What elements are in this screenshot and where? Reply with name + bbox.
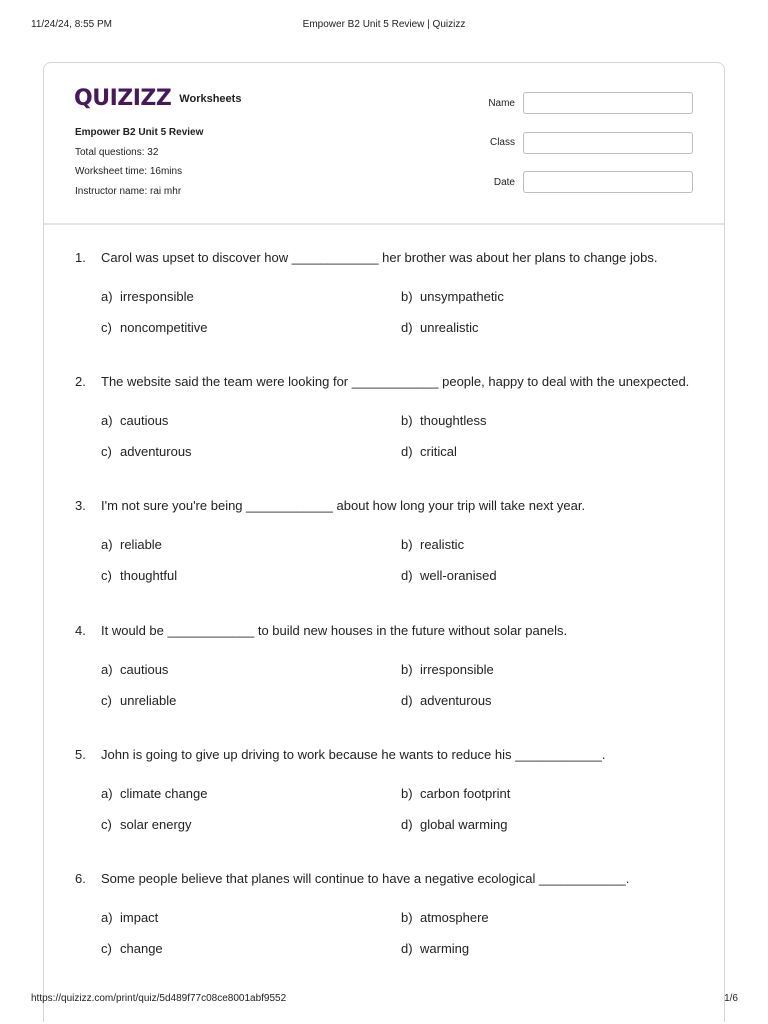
answer-option[interactable] <box>101 537 162 552</box>
option-letter: d) <box>401 568 413 584</box>
option-letter: c) <box>101 816 112 832</box>
answer-option[interactable] <box>101 693 176 708</box>
answer-option[interactable] <box>401 786 510 801</box>
date-label: Date <box>493 177 515 188</box>
option-text: critical <box>420 444 457 460</box>
worksheet-time: Worksheet time: 16mins <box>75 166 183 177</box>
option-text: adventurous <box>420 692 492 708</box>
option-letter: b) <box>401 910 413 925</box>
option-letter: c) <box>101 941 112 956</box>
option-text: thoughtful <box>120 568 178 584</box>
question-text: Carol was upset to discover how ____________ her brother was about her plans to change jobs. <box>101 250 658 265</box>
option-text: realistic <box>420 537 465 553</box>
answer-option[interactable] <box>101 444 192 459</box>
option-letter: b) <box>401 289 413 304</box>
answer-option[interactable] <box>401 817 507 832</box>
option-letter: d) <box>401 444 413 460</box>
worksheet-header <box>44 63 724 225</box>
class-field[interactable] <box>523 132 693 154</box>
class-label: Class <box>489 137 515 148</box>
option-letter: a) <box>101 289 113 304</box>
option-text: cautious <box>120 661 169 677</box>
date-field[interactable] <box>523 171 693 193</box>
option-text: global warming <box>420 816 508 832</box>
option-letter: b) <box>401 785 413 801</box>
option-text: warming <box>420 941 470 956</box>
answer-option[interactable] <box>101 568 177 583</box>
question-number: 6. <box>75 871 86 886</box>
question-number: 1. <box>75 250 86 265</box>
option-letter: d) <box>401 320 413 335</box>
option-text: adventurous <box>120 444 192 460</box>
option-letter: b) <box>401 537 413 553</box>
option-text: irresponsible <box>420 661 494 677</box>
option-text: impact <box>120 910 159 925</box>
answer-option[interactable] <box>401 537 464 552</box>
option-text: cautious <box>120 413 169 429</box>
question-number: 2. <box>75 374 86 390</box>
option-letter: c) <box>101 568 112 584</box>
option-text: noncompetitive <box>120 320 208 335</box>
option-letter: a) <box>101 661 113 677</box>
answer-option[interactable] <box>101 320 207 335</box>
option-text: well-oranised <box>420 568 497 584</box>
option-text: climate change <box>120 785 208 801</box>
quizizz-logo <box>74 83 241 113</box>
option-letter: a) <box>101 785 113 801</box>
answer-option[interactable] <box>401 444 457 459</box>
option-text: unreliable <box>120 692 177 708</box>
option-letter: b) <box>401 661 413 677</box>
answer-option[interactable] <box>401 568 497 583</box>
answer-option[interactable] <box>101 413 168 428</box>
option-letter: a) <box>101 413 113 429</box>
question-text: Some people believe that planes will continue to have a negative ecological ____________. <box>101 871 630 886</box>
option-letter: d) <box>401 816 413 832</box>
option-letter: c) <box>101 692 112 708</box>
answer-option[interactable] <box>101 910 158 925</box>
option-text: unrealistic <box>420 320 479 335</box>
question-number: 3. <box>75 498 86 514</box>
option-text: change <box>120 941 163 956</box>
option-text: thoughtless <box>420 413 487 429</box>
instructor-name: Instructor name: rai mhr <box>75 186 182 197</box>
print-title: Empower B2 Unit 5 Review | Quizizz <box>302 19 466 30</box>
print-footer <box>0 993 768 1007</box>
option-text: atmosphere <box>420 910 489 925</box>
page-number: 1/6 <box>724 993 738 1004</box>
option-text: irresponsible <box>120 289 194 304</box>
answer-option[interactable] <box>101 817 192 832</box>
answer-option[interactable] <box>401 941 469 956</box>
option-letter: c) <box>101 444 112 460</box>
logo-wordmark: QUIZIZZ <box>74 85 172 111</box>
option-letter: b) <box>401 413 413 429</box>
answer-option[interactable] <box>101 289 194 304</box>
name-field[interactable] <box>523 92 693 114</box>
option-letter: d) <box>401 941 413 956</box>
option-text: reliable <box>120 537 162 553</box>
answer-option[interactable] <box>101 786 207 801</box>
worksheet-card <box>43 62 725 1022</box>
question-text: It would be ____________ to build new houses in the future without solar panels. <box>101 622 568 638</box>
option-letter: a) <box>101 910 113 925</box>
print-datetime: 11/24/24, 8:55 PM <box>31 19 112 30</box>
answer-option[interactable] <box>401 413 487 428</box>
option-letter: c) <box>101 320 112 335</box>
question-number: 5. <box>75 746 86 762</box>
worksheet-title: Empower B2 Unit 5 Review <box>75 127 204 138</box>
logo-subtitle: Worksheets <box>179 93 242 105</box>
answer-option[interactable] <box>401 693 492 708</box>
question-text: I'm not sure you're being ____________ about how long your trip will take next year. <box>101 498 586 514</box>
answer-option[interactable] <box>401 320 479 335</box>
answer-option[interactable] <box>101 941 163 956</box>
name-label: Name <box>488 98 515 109</box>
option-text: unsympathetic <box>420 289 504 304</box>
answer-option[interactable] <box>401 910 489 925</box>
total-questions: Total questions: 32 <box>75 147 159 158</box>
answer-option[interactable] <box>401 289 504 304</box>
answer-option[interactable] <box>401 662 494 677</box>
print-header <box>0 19 768 33</box>
print-url: https://quizizz.com/print/quiz/5d489f77c08ce8001abf9552 <box>31 993 287 1004</box>
option-text: carbon footprint <box>420 785 511 801</box>
option-letter: d) <box>401 692 413 708</box>
option-letter: a) <box>101 537 113 553</box>
question-text: The website said the team were looking for ____________ people, happy to deal with the unexpected. <box>101 374 690 390</box>
answer-option[interactable] <box>101 662 168 677</box>
question-text: John is going to give up driving to work because he wants to reduce his ____________. <box>101 746 606 762</box>
question-number: 4. <box>75 622 86 638</box>
option-text: solar energy <box>120 816 192 832</box>
